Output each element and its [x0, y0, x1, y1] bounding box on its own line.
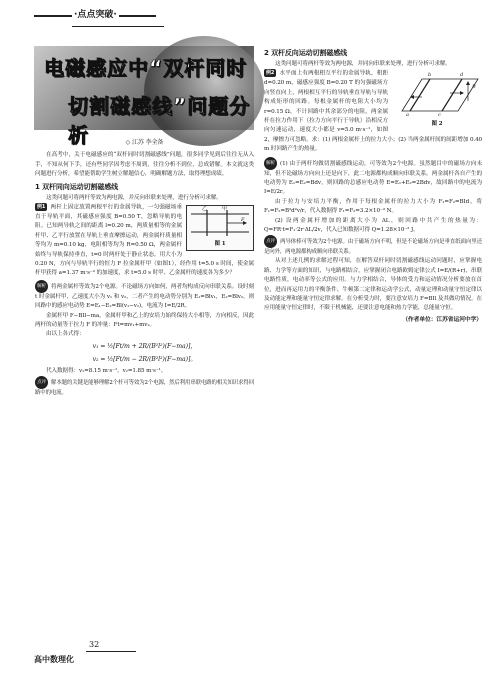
- example2-text: 水平面上有两根相互平行的金属导轨，相距 d=0.20 m，磁感应强度 B=0.20 T 的匀强磁场方向竖直向上，两根相互平行的导轨垂直导轨与导轨构成矩形的回路。每根金属杆的电阻大小均为 r=0.15 Ω，不计回路中其余部分的电阻，两金属杆在拉力作用下（拉力方向平行于导轨）沿相反方向匀速运动，速度大小都是 v=5.0 m·s⁻¹，如图2，摩擦力可忽略。求：(1) 两根金属杆上的拉力大小；(2) 当两金属杆间的间距增加 0.40 m 时回路产生的热量。: [264, 70, 482, 153]
- figure1-caption: 图 1: [214, 240, 226, 247]
- footer-left: [34, 640, 144, 676]
- fig1-label-jia: 甲: [222, 206, 227, 213]
- fig2-label-c: c: [438, 112, 441, 119]
- page-number: 32: [89, 640, 100, 649]
- section-label: ·点点突破·: [72, 7, 119, 20]
- figure2: [392, 71, 482, 129]
- solution1-text: 将两金属杆等效为2个电源。不论磁场方向如何，两者均构成反向串联关系。设时刻 t 时金属杆甲、乙速度大小为 v₁ 和 v₂，二者产生的电动势分别为 E₁=Blv₁，E₂=Blv₂，则回路中的感应电动势 E=E₁−E₂=Bl(v₁−v₂)，电流为 I=E/2R。: [35, 283, 254, 310]
- right-column: [264, 46, 482, 325]
- solution2-text: (1) 由于两杆均做切割磁感线运动，可等效为2个电源。虽然题目中的磁场方向未知，但不论磁场方向向上还是向下，此二电源都构成顺向串联关系。两金属杆各自产生的电动势为 E₁=E₂=Bdv，则回路的总感应电动势 E=E₁+E₂=2Bdv，故回路中的电流为 I=E/2r。: [264, 160, 482, 196]
- example1-text: 两杆上固定放置两根平行的金属导轨，一匀强磁场垂直于导轨平面，其磁感应强度 B=0.50 T，忽略导轨的电阻。已知两导轨之间的距离 l=0.20 m，两质量相等的金属杆甲、乙平行放置在导轨上垂直摩擦运动，两金属杆质量相等均为 m=0.10 kg，电阻相等均为 R=0.50 Ω，两金属杆始终与导轨保持垂直，t=0 时两杆处于静止状态。用大小为 0.20 N，方向与导轨平行的恒力 F 拉金属杆甲（如图1），经作用 t=5.0 s 时间，使金属杆甲获得 a=1.37 m·s⁻² 的加速度，求 t=5.0 s 时甲、乙金属杆的速度各为多少？: [35, 204, 254, 277]
- fig2-label-d: d: [460, 72, 464, 79]
- example2: [264, 69, 482, 154]
- intro-paragraph: 在高考中，关于电磁感应的“双杆同时切割磁感线”问题，很多同学见到后往往无从入手，不知从何下手，还有些同学因考虑不周到，往往分析不到位，总成错解。本文就这类问题进行分析，希望能帮助学生树立解题信心，明确解题方法，取得理想成绩。: [35, 152, 254, 178]
- title-line2: 切割磁感线”问题分析: [68, 94, 251, 147]
- note2-text: 两导体棒可等效为2个电源。由于磁场方向不明，但是不论磁场方向是垂直纸面向里还是向外，两电源都构成顺向串联关系。: [264, 239, 482, 256]
- conclusion-paragraph: 从对上述几例的求解过程可知，在解答双杆同时切割磁感线运动问题时，应掌握电路、力学等方面的知识，与电路相结合，应掌握闭合电路欧姆定律公式 I=E/(R+r)，串联电路性质，电动率等公式的应用。与力学相结合，导体的受力和运动情况分析要放在首位，进而再运用力的平衡条件、牛顿第二定律和运动学公式，动量定理和动量守恒定律以及动能定理和能量守恒定律求解。在分析受力时，要注意安培力 F=BIl 及其做功情况。在应用能量守恒定律时，不限于机械能，还要注意电能和热力学能，总能量守恒。: [264, 258, 482, 312]
- solution2-badge: 解析: [264, 157, 277, 170]
- footer-logo: 高中数理化: [34, 655, 74, 664]
- eq-lead: 由以上各式得：: [46, 331, 85, 338]
- header-bar: [34, 8, 164, 30]
- fig1-label-F: F: [241, 217, 245, 224]
- figure2-caption: 图 2: [431, 121, 443, 127]
- title-line1: 电磁感应中“双杆同时: [44, 56, 248, 80]
- author-line: ◇ 江苏 李全备: [125, 139, 164, 146]
- example2-badge: 例2: [266, 70, 275, 77]
- equation-v2: v₂ = ½[Ft/m − 2R/(B²l²)(F−ma)]。: [92, 355, 197, 363]
- solution1-text2: 金属杆甲 F−BIl−ma，金属杆甲和乙上的安培力始终保持大小相等，方向相反，因此两杆的动量等于拉力 F 的冲量：Ft=mv₁+mv₂。: [35, 312, 254, 328]
- solution1-result: 代入数据得：v₁=8.15 m·s⁻¹，v₂=1.85 m·s⁻¹。: [46, 367, 167, 374]
- note1-badge: 点评: [35, 376, 48, 389]
- figure1: [186, 205, 254, 251]
- section2-heading: 2 双杆反向运动切割磁感线: [264, 49, 348, 57]
- solution2-text3: (2) 设两金属杆增加的距离大小为 ΔL，则回路中共产生的热量为：Q=FR·t=F₁·2r·ΔL/2v，代入已知数据可得 Q=1.28×10⁻² J。: [264, 217, 482, 233]
- note1-text: 解本题的关键是能够理解2个杆可等效为2个电源，然后利用串联电路的相关知识求得回路中的电流。: [35, 380, 254, 397]
- author-affiliation: （作者单位：江苏省运河中学）: [402, 316, 482, 323]
- section1-desc: 这类问题可将两杆等效为两电源，并反向串联来处理，进行分析可求解。: [46, 194, 222, 201]
- solution1-badge: 解析: [35, 280, 48, 293]
- example1: [35, 203, 254, 279]
- example1-badge: 例1: [37, 204, 46, 211]
- fig2-label-B: B: [472, 84, 476, 91]
- fig2-label-b: b: [428, 72, 432, 79]
- equation-v1: v₁ = ½[Ft/m + 2R/(B²l²)(F−ma)]，: [92, 342, 197, 350]
- left-column: [35, 138, 254, 398]
- note2-badge: 点评: [264, 235, 277, 248]
- fig1-label-yi: 乙: [202, 206, 207, 213]
- section2-desc: 这类问题可将两杆等效为两电源，并同向串联来处理，进行分析可求解。: [275, 61, 451, 67]
- section1-heading: 1 双杆同向运动切割磁感线: [35, 182, 119, 191]
- fig2-label-a: a: [406, 112, 409, 119]
- solution2-text2: 由于拉力与安培力平衡，作用于每根金属杆的拉力大小为 F₁=F₂=BId，将 F₁=F₂=B²d²v/r，代入数据得 F₁=F₂=3.2×10⁻² N。: [264, 198, 482, 215]
